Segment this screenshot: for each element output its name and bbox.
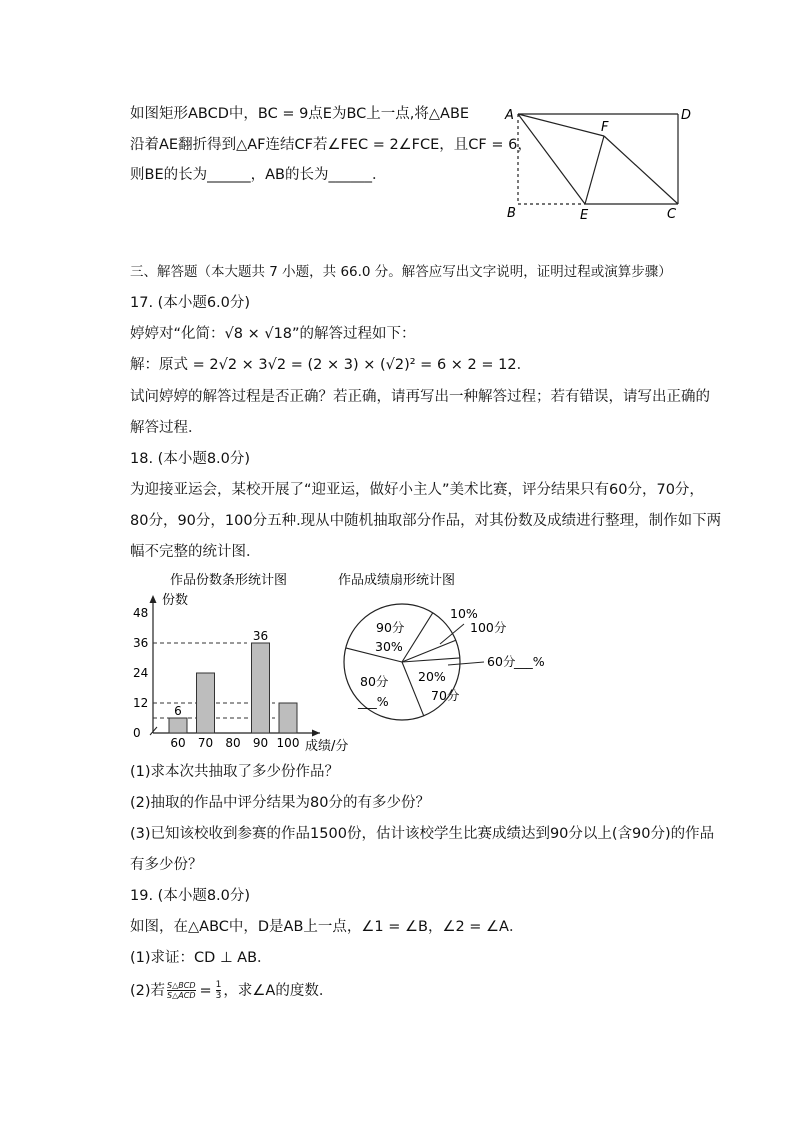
bar-90 (252, 643, 270, 733)
q19-sub-2-suffix: ，求∠A的度数． (223, 982, 334, 999)
x-axis-arrow (312, 730, 320, 737)
value-denominator: 3 (215, 991, 222, 1001)
frac-numerator: S△BCD (167, 981, 196, 990)
label-C: C (667, 207, 677, 222)
y-tick-label: 12 (133, 696, 149, 710)
q17-line-3: 试问婷婷的解答过程是否正确？若正确，请再写出一种解答过程；若有错误，请写出正确的 (130, 389, 710, 405)
y-tick-label: 0 (133, 726, 141, 740)
q16-line-3: 则BE的长为______，AB的长为______． (130, 167, 387, 183)
x-tick-label: 80 (225, 736, 241, 750)
label-E: E (580, 208, 589, 222)
q19-line-1: 如图，在△ABC中，D是AB上一点，∠1 = ∠B，∠2 = ∠A． (130, 919, 524, 935)
x-tick-label: 60 (170, 736, 186, 750)
bar-chart-ylabel: 份数 (162, 593, 189, 608)
bar-60 (169, 718, 187, 733)
q19-fraction-area (167, 981, 195, 1000)
bar-100 (279, 703, 297, 733)
x-tick-label: 100 (276, 736, 300, 750)
bar-data-label: 36 (252, 629, 269, 643)
pie-label-70分: 70分 (431, 688, 460, 703)
pie-label-90分: 90分 (376, 620, 405, 635)
q16-text-1: 如图矩形ABCD中，BC = 9点E为BC上一点,将△ABE (130, 106, 470, 122)
pie-label-80分: 80分 (360, 674, 389, 689)
pie-percent-60分: ___% (514, 654, 545, 669)
frac-equals: = (199, 982, 212, 999)
q18-sub-3: (3)已知该校收到参赛的作品1500份，估计该校学生比赛成绩达到90分以上(含90分)的作品 (130, 826, 715, 842)
bar-chart-xlabel: 成绩/分 (305, 739, 349, 753)
q17-line-4: 解答过程． (130, 420, 203, 436)
q18-line-1: 为迎接亚运会，某校开展了“迎亚运，做好小主人”美术比赛，评分结果只有60分，70分， (130, 482, 704, 498)
q18-sub-2: (2)抽取的作品中评分结果为80分的有多少份？ (130, 795, 430, 811)
label-D: D (681, 108, 692, 123)
q19-sub-2-prefix: (2)若 (130, 982, 166, 999)
q16-line-2: 沿着AE翻折得到△AF连结CF若∠FEC = 2∠FCE，且CF = 6， (130, 137, 532, 153)
pie-percent-100分: 10% (450, 606, 478, 621)
bar-chart-title: 作品份数条形统计图 (170, 573, 288, 588)
pie-label-60分: 60分 (487, 654, 516, 669)
section-heading: 三、解答题（本大题共 7 小题，共 66.0 分。解答应写出文字说明，证明过程或演算步骤） (130, 264, 672, 280)
y-tick-label: 36 (133, 636, 149, 650)
pie-chart-title: 作品成绩扇形统计图 (338, 573, 456, 588)
y-axis-arrow (150, 595, 157, 603)
value-numerator: 1 (215, 980, 222, 990)
q18-sub-1: (1)求本次共抽取了多少份作品？ (130, 764, 340, 780)
q18-sub-4: 有多少份？ (130, 857, 203, 873)
x-tick-label: 70 (197, 736, 214, 750)
pie-divider-1 (402, 613, 433, 662)
label-B: B (507, 206, 516, 221)
q18-line-3: 幅不完整的统计图． (130, 544, 261, 560)
pie-percent-80分: ___% (358, 694, 389, 709)
q19-value-fraction (216, 980, 222, 1001)
label-A: A (505, 108, 514, 123)
frac-denominator: S△ACD (167, 991, 196, 1000)
label-F: F (601, 120, 609, 135)
pie-chart (330, 568, 560, 728)
q18-header: 18. (本小题8.0分) (130, 451, 251, 467)
pie-percent-90分: 30% (375, 639, 403, 654)
rectangle-figure (500, 102, 700, 222)
q16-line-1 (130, 104, 469, 124)
leader-line-60 (448, 662, 484, 665)
q19-header: 19. (本小题8.0分) (130, 888, 251, 904)
q18-line-2: 80分，90分，100分五种.现从中随机抽取部分作品，对其份数及成绩进行整理，制作如下两 (130, 513, 722, 529)
bar-70 (197, 673, 215, 733)
bar-chart (125, 568, 355, 753)
y-tick-label: 24 (133, 666, 149, 680)
x-tick-label: 90 (252, 736, 269, 750)
pie-label-100分: 100分 (470, 620, 507, 635)
q19-sub-1: (1)求证：CD ⊥ AB． (130, 950, 272, 966)
q17-line-1: 婷婷对“化简：√8 × √18”的解答过程如下： (130, 326, 416, 342)
q17-header: 17. (本小题6.0分) (130, 295, 251, 311)
q19-sub-2 (130, 980, 333, 1001)
q17-line-2: 解：原式 = 2√2 × 3√2 = (2 × 3) × (√2)² = 6 × 2 = 12． (130, 357, 532, 373)
y-tick-label: 48 (133, 606, 149, 620)
leader-line-100 (440, 624, 464, 644)
bar-data-label: 6 (174, 704, 182, 718)
pie-percent-70分: 20% (418, 669, 446, 684)
